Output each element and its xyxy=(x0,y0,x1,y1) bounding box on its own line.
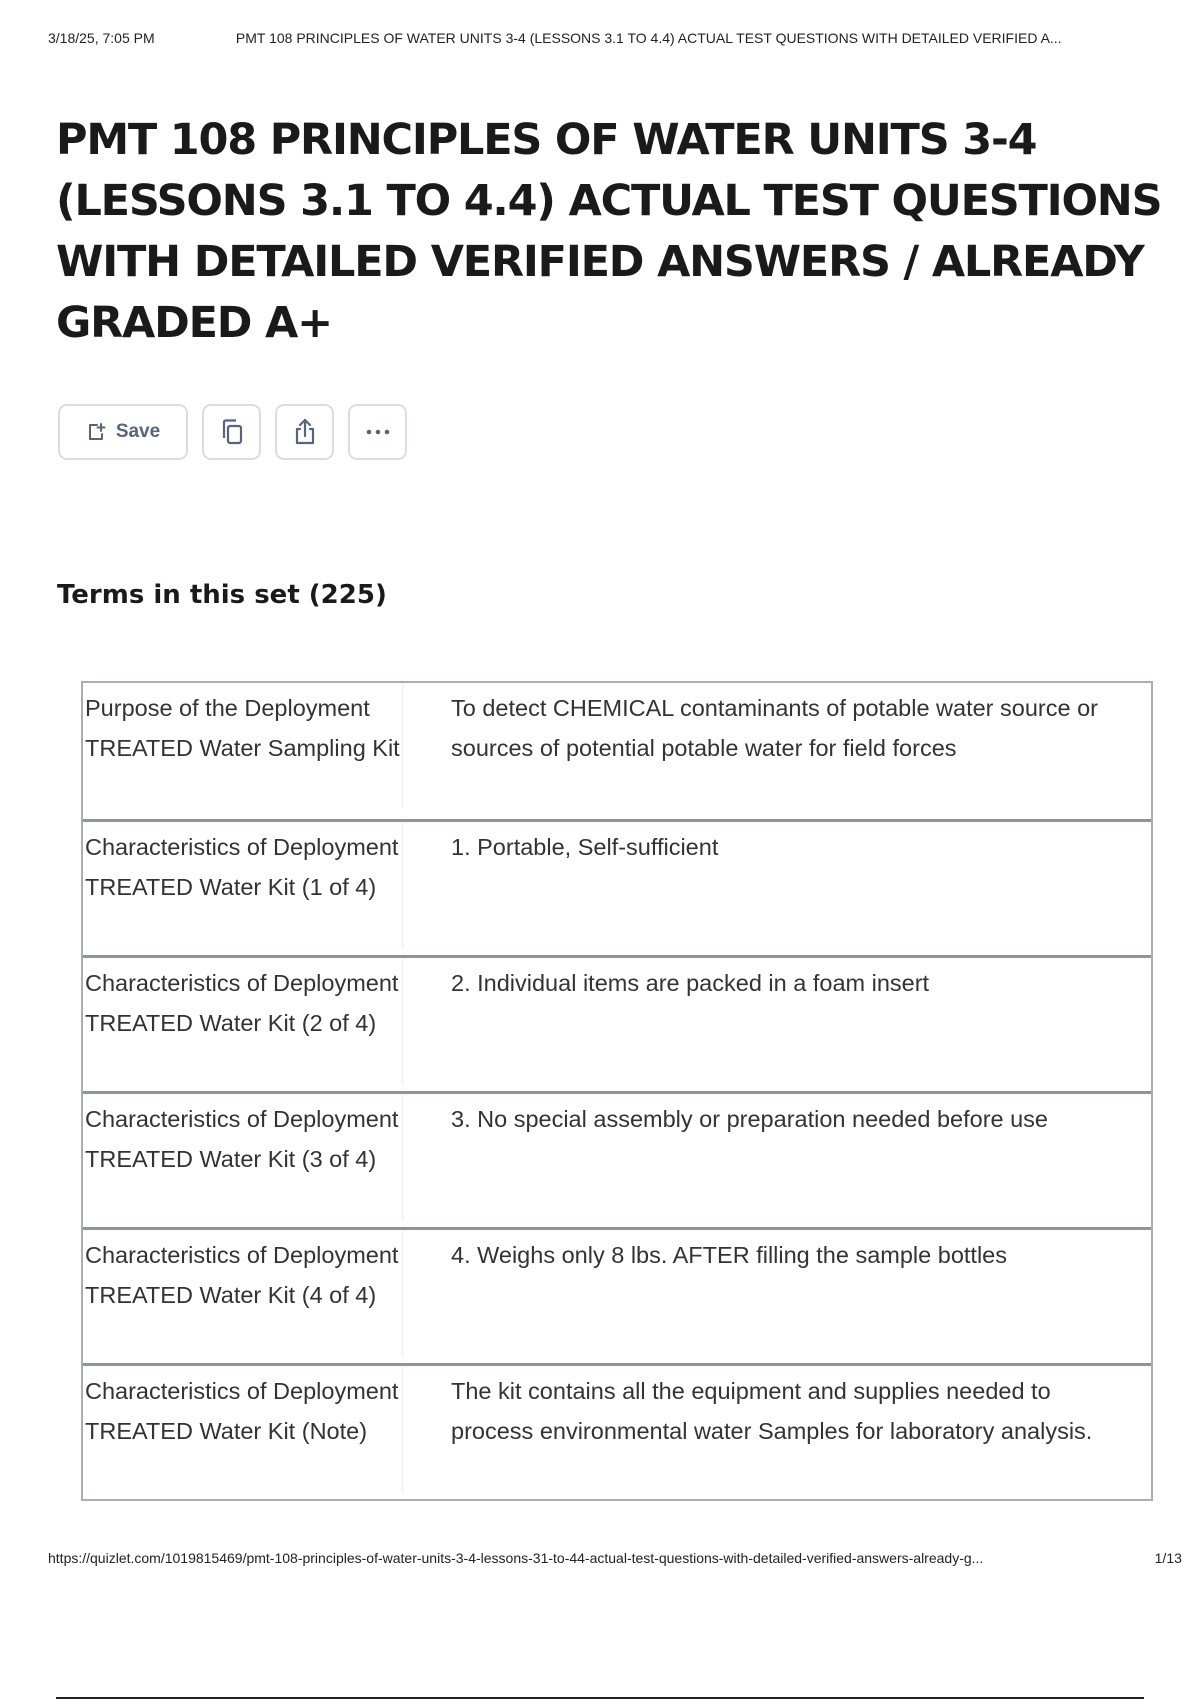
set-toolbar xyxy=(58,404,407,460)
term-row xyxy=(83,955,1151,1091)
print-date: 3/18/25, 7:05 PM xyxy=(48,30,155,46)
page-url: https://quizlet.com/1019815469/pmt-108-principles-of-water-units-3-4-lessons-31-to-44-actual-test-questions-with-detailed-verified-answers-already-g... xyxy=(48,1550,984,1566)
page-number: 1/13 xyxy=(1154,1550,1182,1566)
share-button[interactable] xyxy=(275,404,334,460)
print-footer xyxy=(48,1550,1186,1566)
term-row xyxy=(83,819,1151,955)
save-icon xyxy=(86,422,106,442)
terms-heading: Terms in this set (225) xyxy=(57,580,387,610)
term-text: Characteristics of Deployment TREATED Water Kit (1 of 4) xyxy=(83,822,403,947)
terms-table xyxy=(81,681,1153,1501)
more-button[interactable] xyxy=(348,404,407,460)
term-text: Characteristics of Deployment TREATED Water Kit (4 of 4) xyxy=(83,1230,403,1355)
page-title: PMT 108 PRINCIPLES OF WATER UNITS 3-4 (LESSONS 3.1 TO 4.4) ACTUAL TEST QUESTIONS WITH DETAILED VERIFIED ANSWERS / ALREADY GRADED A+ xyxy=(56,115,1162,348)
save-button[interactable] xyxy=(58,404,188,460)
definition-text: 2. Individual items are packed in a foam insert xyxy=(451,970,930,996)
bottom-divider xyxy=(56,1697,1144,1699)
print-doc-title: PMT 108 PRINCIPLES OF WATER UNITS 3-4 (LESSONS 3.1 TO 4.4) ACTUAL TEST QUESTIONS WITH DETAILED VERIFIED A... xyxy=(235,30,1062,46)
term-text: Characteristics of Deployment TREATED Water Kit (3 of 4) xyxy=(83,1094,403,1219)
save-label: Save xyxy=(115,421,161,442)
definition-text: The kit contains all the equipment and supplies needed to process environmental water Samples for laboratory analysis. xyxy=(451,1378,1093,1444)
copy-button[interactable] xyxy=(202,404,261,460)
term-row xyxy=(83,1091,1151,1227)
term-text: Purpose of the Deployment TREATED Water Sampling Kit xyxy=(83,683,403,808)
more-icon xyxy=(363,427,393,437)
term-text: Characteristics of Deployment TREATED Water Kit (2 of 4) xyxy=(83,958,403,1083)
term-row xyxy=(83,1227,1151,1363)
definition-text: To detect CHEMICAL contaminants of potable water source or sources of potential potable water for field forces xyxy=(451,695,1098,761)
copy-icon xyxy=(218,417,246,447)
share-icon xyxy=(291,417,319,447)
term-row xyxy=(83,1363,1151,1499)
term-text: Characteristics of Deployment TREATED Water Kit (Note) xyxy=(83,1366,403,1491)
definition-text: 3. No special assembly or preparation needed before use xyxy=(451,1106,1049,1132)
definition-text: 4. Weighs only 8 lbs. AFTER filling the sample bottles xyxy=(451,1242,1007,1268)
term-row xyxy=(83,683,1151,819)
print-header xyxy=(48,30,1178,46)
definition-text: 1. Portable, Self-sufficient xyxy=(451,834,719,860)
